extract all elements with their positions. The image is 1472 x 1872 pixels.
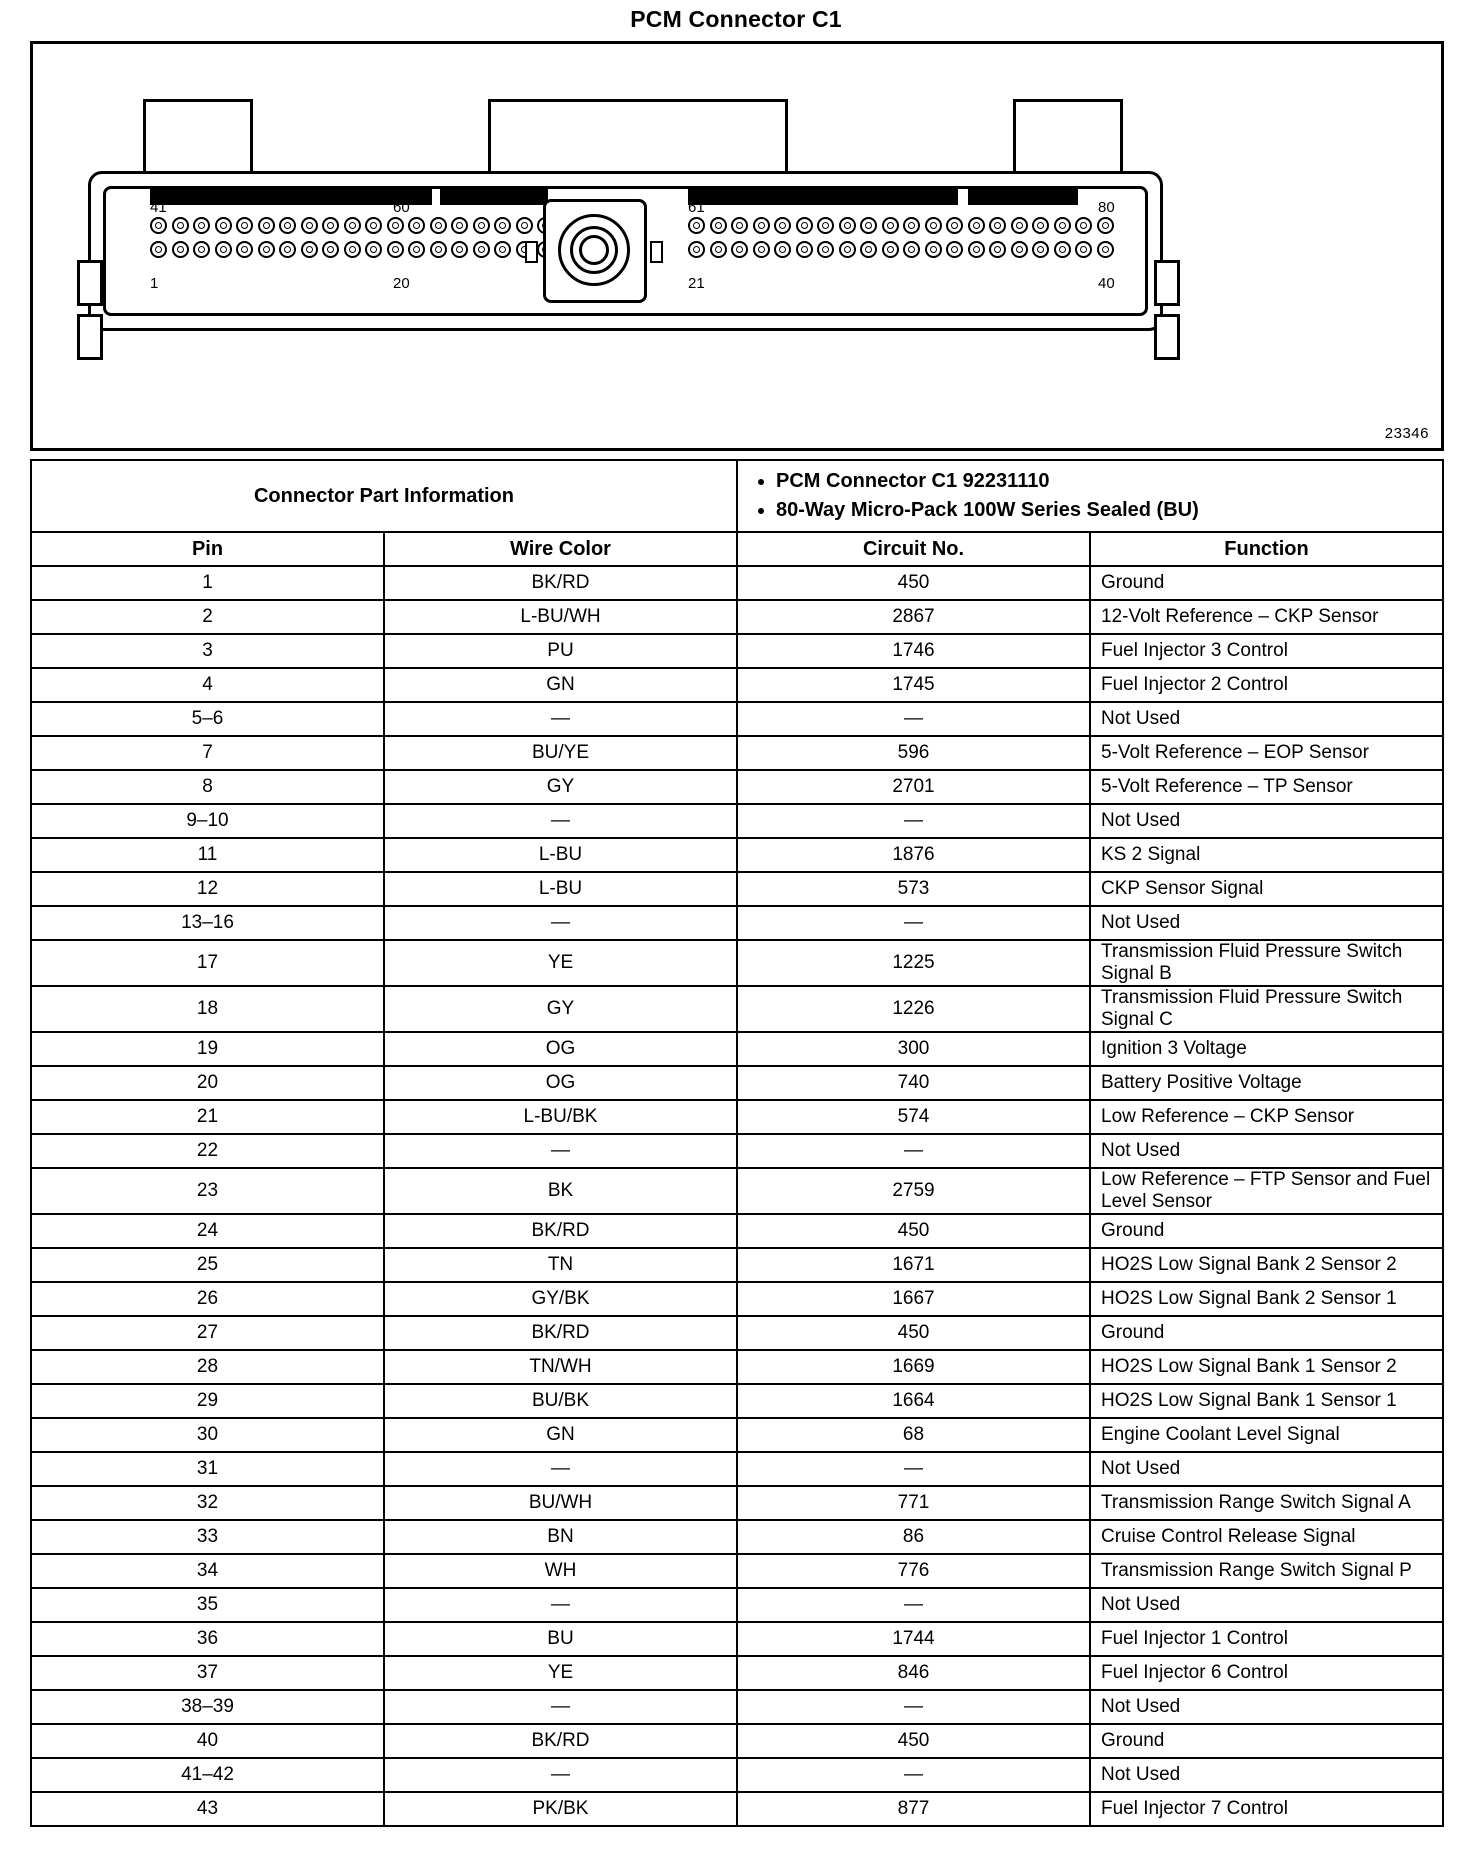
table-row [31,940,1443,986]
table-row [31,1384,1443,1418]
table-row [31,1350,1443,1384]
cell-function: Not Used [1090,906,1443,940]
pin-label-41: 41 [150,199,167,216]
connector-pin [860,217,877,234]
cell-pin: 17 [31,940,384,986]
connector-pin [236,241,253,258]
cell-wire-color: — [384,1690,737,1724]
connector-pin [451,217,468,234]
connector-pin [494,217,511,234]
cell-wire-color: GY [384,770,737,804]
cell-circuit-no: — [737,1452,1090,1486]
connector-pin [774,241,791,258]
connector-pin [925,241,942,258]
connector-pin [796,217,813,234]
table-row [31,1134,1443,1168]
connector-pin [774,217,791,234]
cell-function: Fuel Injector 2 Control [1090,668,1443,702]
connector-keybar-2 [440,189,548,205]
cell-wire-color: — [384,1758,737,1792]
connector-pin [150,217,167,234]
cell-circuit-no: — [737,906,1090,940]
cell-pin: 8 [31,770,384,804]
cell-circuit-no: 2701 [737,770,1090,804]
connector-latch-left [525,241,538,263]
connector-pin [193,241,210,258]
cell-circuit-no: 450 [737,1214,1090,1248]
cell-pin: 27 [31,1316,384,1350]
table-body [31,460,1443,1826]
table-row [31,1214,1443,1248]
cell-wire-color: — [384,906,737,940]
connector-pin [408,241,425,258]
connector-pin [172,217,189,234]
cell-pin: 5–6 [31,702,384,736]
cell-pin: 21 [31,1100,384,1134]
cell-pin: 4 [31,668,384,702]
connector-pin [322,217,339,234]
connector-ear-left-bottom [77,314,103,360]
cell-circuit-no: 86 [737,1520,1090,1554]
cell-pin: 22 [31,1134,384,1168]
table-row [31,1282,1443,1316]
cell-wire-color: WH [384,1554,737,1588]
connector-pin [882,217,899,234]
connector-pin [344,241,361,258]
cell-pin: 30 [31,1418,384,1452]
pin-row-bottom-left [150,241,576,258]
connector-drawing [88,99,1378,349]
cell-pin: 43 [31,1792,384,1826]
cell-circuit-no: 300 [737,1032,1090,1066]
cell-pin: 38–39 [31,1690,384,1724]
cell-circuit-no: 68 [737,1418,1090,1452]
cell-pin: 32 [31,1486,384,1520]
connector-pin [473,241,490,258]
connector-pin [731,241,748,258]
table-row [31,668,1443,702]
connector-pin [516,217,533,234]
table-row [31,906,1443,940]
connector-part-info-list [737,460,1443,532]
connector-pin [365,217,382,234]
connector-ear-right-top [1154,260,1180,306]
connector-pin [1054,241,1071,258]
connector-pin [989,241,1006,258]
connector-pin [430,217,447,234]
table-row [31,1418,1443,1452]
cell-wire-color: YE [384,940,737,986]
connector-pin [1075,241,1092,258]
cell-function: Transmission Range Switch Signal P [1090,1554,1443,1588]
cell-function: KS 2 Signal [1090,838,1443,872]
connector-pin [753,217,770,234]
connector-pin [946,217,963,234]
cell-circuit-no: — [737,702,1090,736]
connector-pin [215,217,232,234]
cell-circuit-no: 573 [737,872,1090,906]
connector-ear-right-bottom [1154,314,1180,360]
cell-function: Not Used [1090,1134,1443,1168]
cell-function: Ground [1090,1214,1443,1248]
cell-pin: 35 [31,1588,384,1622]
connector-pin [451,241,468,258]
cell-circuit-no: 2867 [737,600,1090,634]
cell-function: Not Used [1090,804,1443,838]
cell-pin: 12 [31,872,384,906]
cell-pin: 19 [31,1032,384,1066]
table-row [31,736,1443,770]
cell-wire-color: — [384,1134,737,1168]
table-row [31,1486,1443,1520]
cell-function: Ignition 3 Voltage [1090,1032,1443,1066]
cell-circuit-no: — [737,1588,1090,1622]
cell-circuit-no: 740 [737,1066,1090,1100]
cell-pin: 1 [31,566,384,600]
cell-circuit-no: 1876 [737,838,1090,872]
cell-function: Engine Coolant Level Signal [1090,1418,1443,1452]
connector-pin [817,241,834,258]
cell-circuit-no: 1669 [737,1350,1090,1384]
cell-pin: 24 [31,1214,384,1248]
part-info-item: • 80-Way Micro-Pack 100W Series Sealed (BU) [776,496,1442,525]
cell-wire-color: — [384,1588,737,1622]
table-row [31,1588,1443,1622]
cell-function: Transmission Fluid Pressure Switch Signal B [1090,940,1443,986]
cell-wire-color: BK/RD [384,1214,737,1248]
connector-latch-right [650,241,663,263]
cell-wire-color: BU/YE [384,736,737,770]
cell-pin: 31 [31,1452,384,1486]
cell-circuit-no: 2759 [737,1168,1090,1214]
cell-function: CKP Sensor Signal [1090,872,1443,906]
connector-pin [1075,217,1092,234]
table-row [31,1792,1443,1826]
cell-function: Not Used [1090,1452,1443,1486]
cell-wire-color: GY/BK [384,1282,737,1316]
cell-pin: 33 [31,1520,384,1554]
connector-pin [322,241,339,258]
pin-label-80: 80 [1098,199,1115,216]
cell-wire-color: OG [384,1032,737,1066]
cell-circuit-no: 877 [737,1792,1090,1826]
connector-part-info-label: Connector Part Information [31,460,737,532]
connector-pin [839,217,856,234]
cell-pin: 23 [31,1168,384,1214]
cell-function: Fuel Injector 1 Control [1090,1622,1443,1656]
connector-pin [688,217,705,234]
connector-pin [215,241,232,258]
cell-circuit-no: 450 [737,1724,1090,1758]
connector-pin [258,241,275,258]
cell-function: Not Used [1090,1588,1443,1622]
connector-pin [494,241,511,258]
cell-function: Fuel Injector 6 Control [1090,1656,1443,1690]
cell-wire-color: TN/WH [384,1350,737,1384]
cell-circuit-no: 450 [737,566,1090,600]
cell-wire-color: — [384,702,737,736]
table-row [31,1554,1443,1588]
cell-circuit-no: 574 [737,1100,1090,1134]
page-title: PCM Connector C1 [630,6,842,32]
connector-pin [817,217,834,234]
cell-pin: 20 [31,1066,384,1100]
connector-pin [903,217,920,234]
connector-pin [753,241,770,258]
cell-function: Not Used [1090,702,1443,736]
table-row [31,770,1443,804]
figure-id: 23346 [1384,425,1429,442]
table-header-row [31,532,1443,566]
connector-pin [344,217,361,234]
cell-pin: 25 [31,1248,384,1282]
table-row [31,986,1443,1032]
connector-pin [279,241,296,258]
cell-pin: 37 [31,1656,384,1690]
cell-wire-color: BK [384,1168,737,1214]
cell-wire-color: GN [384,1418,737,1452]
connector-pin [925,217,942,234]
connector-pin [193,217,210,234]
cell-function: HO2S Low Signal Bank 2 Sensor 2 [1090,1248,1443,1282]
connector-pin [968,241,985,258]
cell-wire-color: — [384,804,737,838]
cell-function: Transmission Range Switch Signal A [1090,1486,1443,1520]
cell-pin: 34 [31,1554,384,1588]
table-row [31,1316,1443,1350]
cell-wire-color: L-BU [384,872,737,906]
cell-function: Battery Positive Voltage [1090,1066,1443,1100]
table-row [31,1032,1443,1066]
cell-function: HO2S Low Signal Bank 1 Sensor 2 [1090,1350,1443,1384]
cell-function: Fuel Injector 7 Control [1090,1792,1443,1826]
cell-function: Low Reference – FTP Sensor and Fuel Level Sensor [1090,1168,1443,1214]
cell-pin: 18 [31,986,384,1032]
cell-circuit-no: 1746 [737,634,1090,668]
cell-function: Ground [1090,1316,1443,1350]
cell-wire-color: BU/WH [384,1486,737,1520]
part-info-item: • PCM Connector C1 92231110 [776,467,1442,496]
cell-wire-color: PK/BK [384,1792,737,1826]
table-row [31,566,1443,600]
table-row [31,1690,1443,1724]
cell-wire-color: GY [384,986,737,1032]
table-row [31,1248,1443,1282]
connector-pin [172,241,189,258]
table-row [31,1066,1443,1100]
cell-wire-color: PU [384,634,737,668]
cell-pin: 41–42 [31,1758,384,1792]
table-row [31,1724,1443,1758]
table-row [31,1656,1443,1690]
cell-function: Not Used [1090,1758,1443,1792]
table-row [31,1520,1443,1554]
connector-pin [903,241,920,258]
connector-pin [408,217,425,234]
pin-label-21: 21 [688,275,705,292]
connector-pin [150,241,167,258]
connector-pin [473,217,490,234]
connector-pin [387,217,404,234]
cell-pin: 29 [31,1384,384,1418]
cell-circuit-no: 1745 [737,668,1090,702]
connector-part-info-row [31,460,1443,532]
connector-pin [387,241,404,258]
pin-block-right [688,217,1114,258]
connector-pin [968,217,985,234]
connector-lock-hub [543,199,647,303]
cell-function: Cruise Control Release Signal [1090,1520,1443,1554]
column-header-wire: Wire Color [384,532,737,566]
table-row [31,872,1443,906]
cell-pin: 13–16 [31,906,384,940]
connector-pin [882,241,899,258]
connector-pin [1097,217,1114,234]
cell-circuit-no: 1671 [737,1248,1090,1282]
cell-circuit-no: — [737,804,1090,838]
pin-block-left [150,217,576,258]
connector-pin [1032,217,1049,234]
cell-wire-color: BU/BK [384,1384,737,1418]
table-row [31,634,1443,668]
cell-pin: 3 [31,634,384,668]
connector-pin [301,241,318,258]
connector-pin [989,217,1006,234]
cell-circuit-no: 776 [737,1554,1090,1588]
cell-wire-color: L-BU/BK [384,1100,737,1134]
cell-circuit-no: 1226 [737,986,1090,1032]
connector-keybar-4 [968,189,1078,205]
connector-pin [1011,241,1028,258]
cell-pin: 28 [31,1350,384,1384]
table-row [31,1758,1443,1792]
cell-wire-color: TN [384,1248,737,1282]
table-row [31,1100,1443,1134]
connector-ear-left-top [77,260,103,306]
cell-function: HO2S Low Signal Bank 1 Sensor 1 [1090,1384,1443,1418]
pin-row-bottom-right [688,241,1114,258]
table-row [31,1452,1443,1486]
cell-function: Ground [1090,566,1443,600]
cell-circuit-no: 1225 [737,940,1090,986]
cell-circuit-no: 1667 [737,1282,1090,1316]
connector-keybar-1 [150,189,432,205]
connector-pin [365,241,382,258]
connector-pin [1032,241,1049,258]
connector-pin [731,217,748,234]
cell-function: HO2S Low Signal Bank 2 Sensor 1 [1090,1282,1443,1316]
cell-wire-color: L-BU/WH [384,600,737,634]
cell-circuit-no: 596 [737,736,1090,770]
pin-label-20: 20 [393,275,410,292]
cell-function: 5-Volt Reference – TP Sensor [1090,770,1443,804]
cell-wire-color: BK/RD [384,566,737,600]
cell-function: Low Reference – CKP Sensor [1090,1100,1443,1134]
connector-pin [710,217,727,234]
connector-pin [1011,217,1028,234]
cell-pin: 7 [31,736,384,770]
cell-wire-color: BN [384,1520,737,1554]
pin-row-top-left [150,217,576,234]
connector-pin [688,241,705,258]
table-row [31,1168,1443,1214]
connector-pin [1097,241,1114,258]
connector-pin [946,241,963,258]
pin-label-1: 1 [150,275,159,292]
connector-tab-center [488,99,788,181]
cell-wire-color: BU [384,1622,737,1656]
cell-pin: 11 [31,838,384,872]
connector-keybar-3 [688,189,958,205]
cell-pin: 9–10 [31,804,384,838]
connector-illustration [30,41,1444,451]
cell-circuit-no: — [737,1758,1090,1792]
cell-wire-color: BK/RD [384,1316,737,1350]
cell-circuit-no: — [737,1690,1090,1724]
connector-pin [258,217,275,234]
cell-circuit-no: 1744 [737,1622,1090,1656]
connector-pin [839,241,856,258]
cell-wire-color: — [384,1452,737,1486]
cell-wire-color: BK/RD [384,1724,737,1758]
cell-pin: 40 [31,1724,384,1758]
column-header-pin: Pin [31,532,384,566]
cell-circuit-no: 846 [737,1656,1090,1690]
pin-row-top-right [688,217,1114,234]
cell-pin: 26 [31,1282,384,1316]
cell-wire-color: GN [384,668,737,702]
connector-pin [1054,217,1071,234]
connector-pin [279,217,296,234]
pin-label-40: 40 [1098,275,1115,292]
table-row [31,600,1443,634]
table-row [31,804,1443,838]
cell-function: Ground [1090,1724,1443,1758]
cell-function: Fuel Injector 3 Control [1090,634,1443,668]
connector-pin [796,241,813,258]
cell-function: Transmission Fluid Pressure Switch Signal C [1090,986,1443,1032]
cell-pin: 2 [31,600,384,634]
pin-label-60: 60 [393,199,410,216]
cell-wire-color: L-BU [384,838,737,872]
cell-circuit-no: 771 [737,1486,1090,1520]
connector-pin [860,241,877,258]
column-header-function: Function [1090,532,1443,566]
connector-pin [236,217,253,234]
cell-circuit-no: 1664 [737,1384,1090,1418]
cell-function: Not Used [1090,1690,1443,1724]
column-header-circuit: Circuit No. [737,532,1090,566]
cell-wire-color: YE [384,1656,737,1690]
cell-function: 12-Volt Reference – CKP Sensor [1090,600,1443,634]
cell-pin: 36 [31,1622,384,1656]
table-row [31,702,1443,736]
table-row [31,838,1443,872]
cell-circuit-no: — [737,1134,1090,1168]
cell-wire-color: OG [384,1066,737,1100]
cell-function: 5-Volt Reference – EOP Sensor [1090,736,1443,770]
connector-pin [710,241,727,258]
pcm-pinout-table [30,459,1444,1827]
table-row [31,1622,1443,1656]
pin-label-61: 61 [688,199,705,216]
connector-pin [301,217,318,234]
connector-pin [430,241,447,258]
cell-circuit-no: 450 [737,1316,1090,1350]
